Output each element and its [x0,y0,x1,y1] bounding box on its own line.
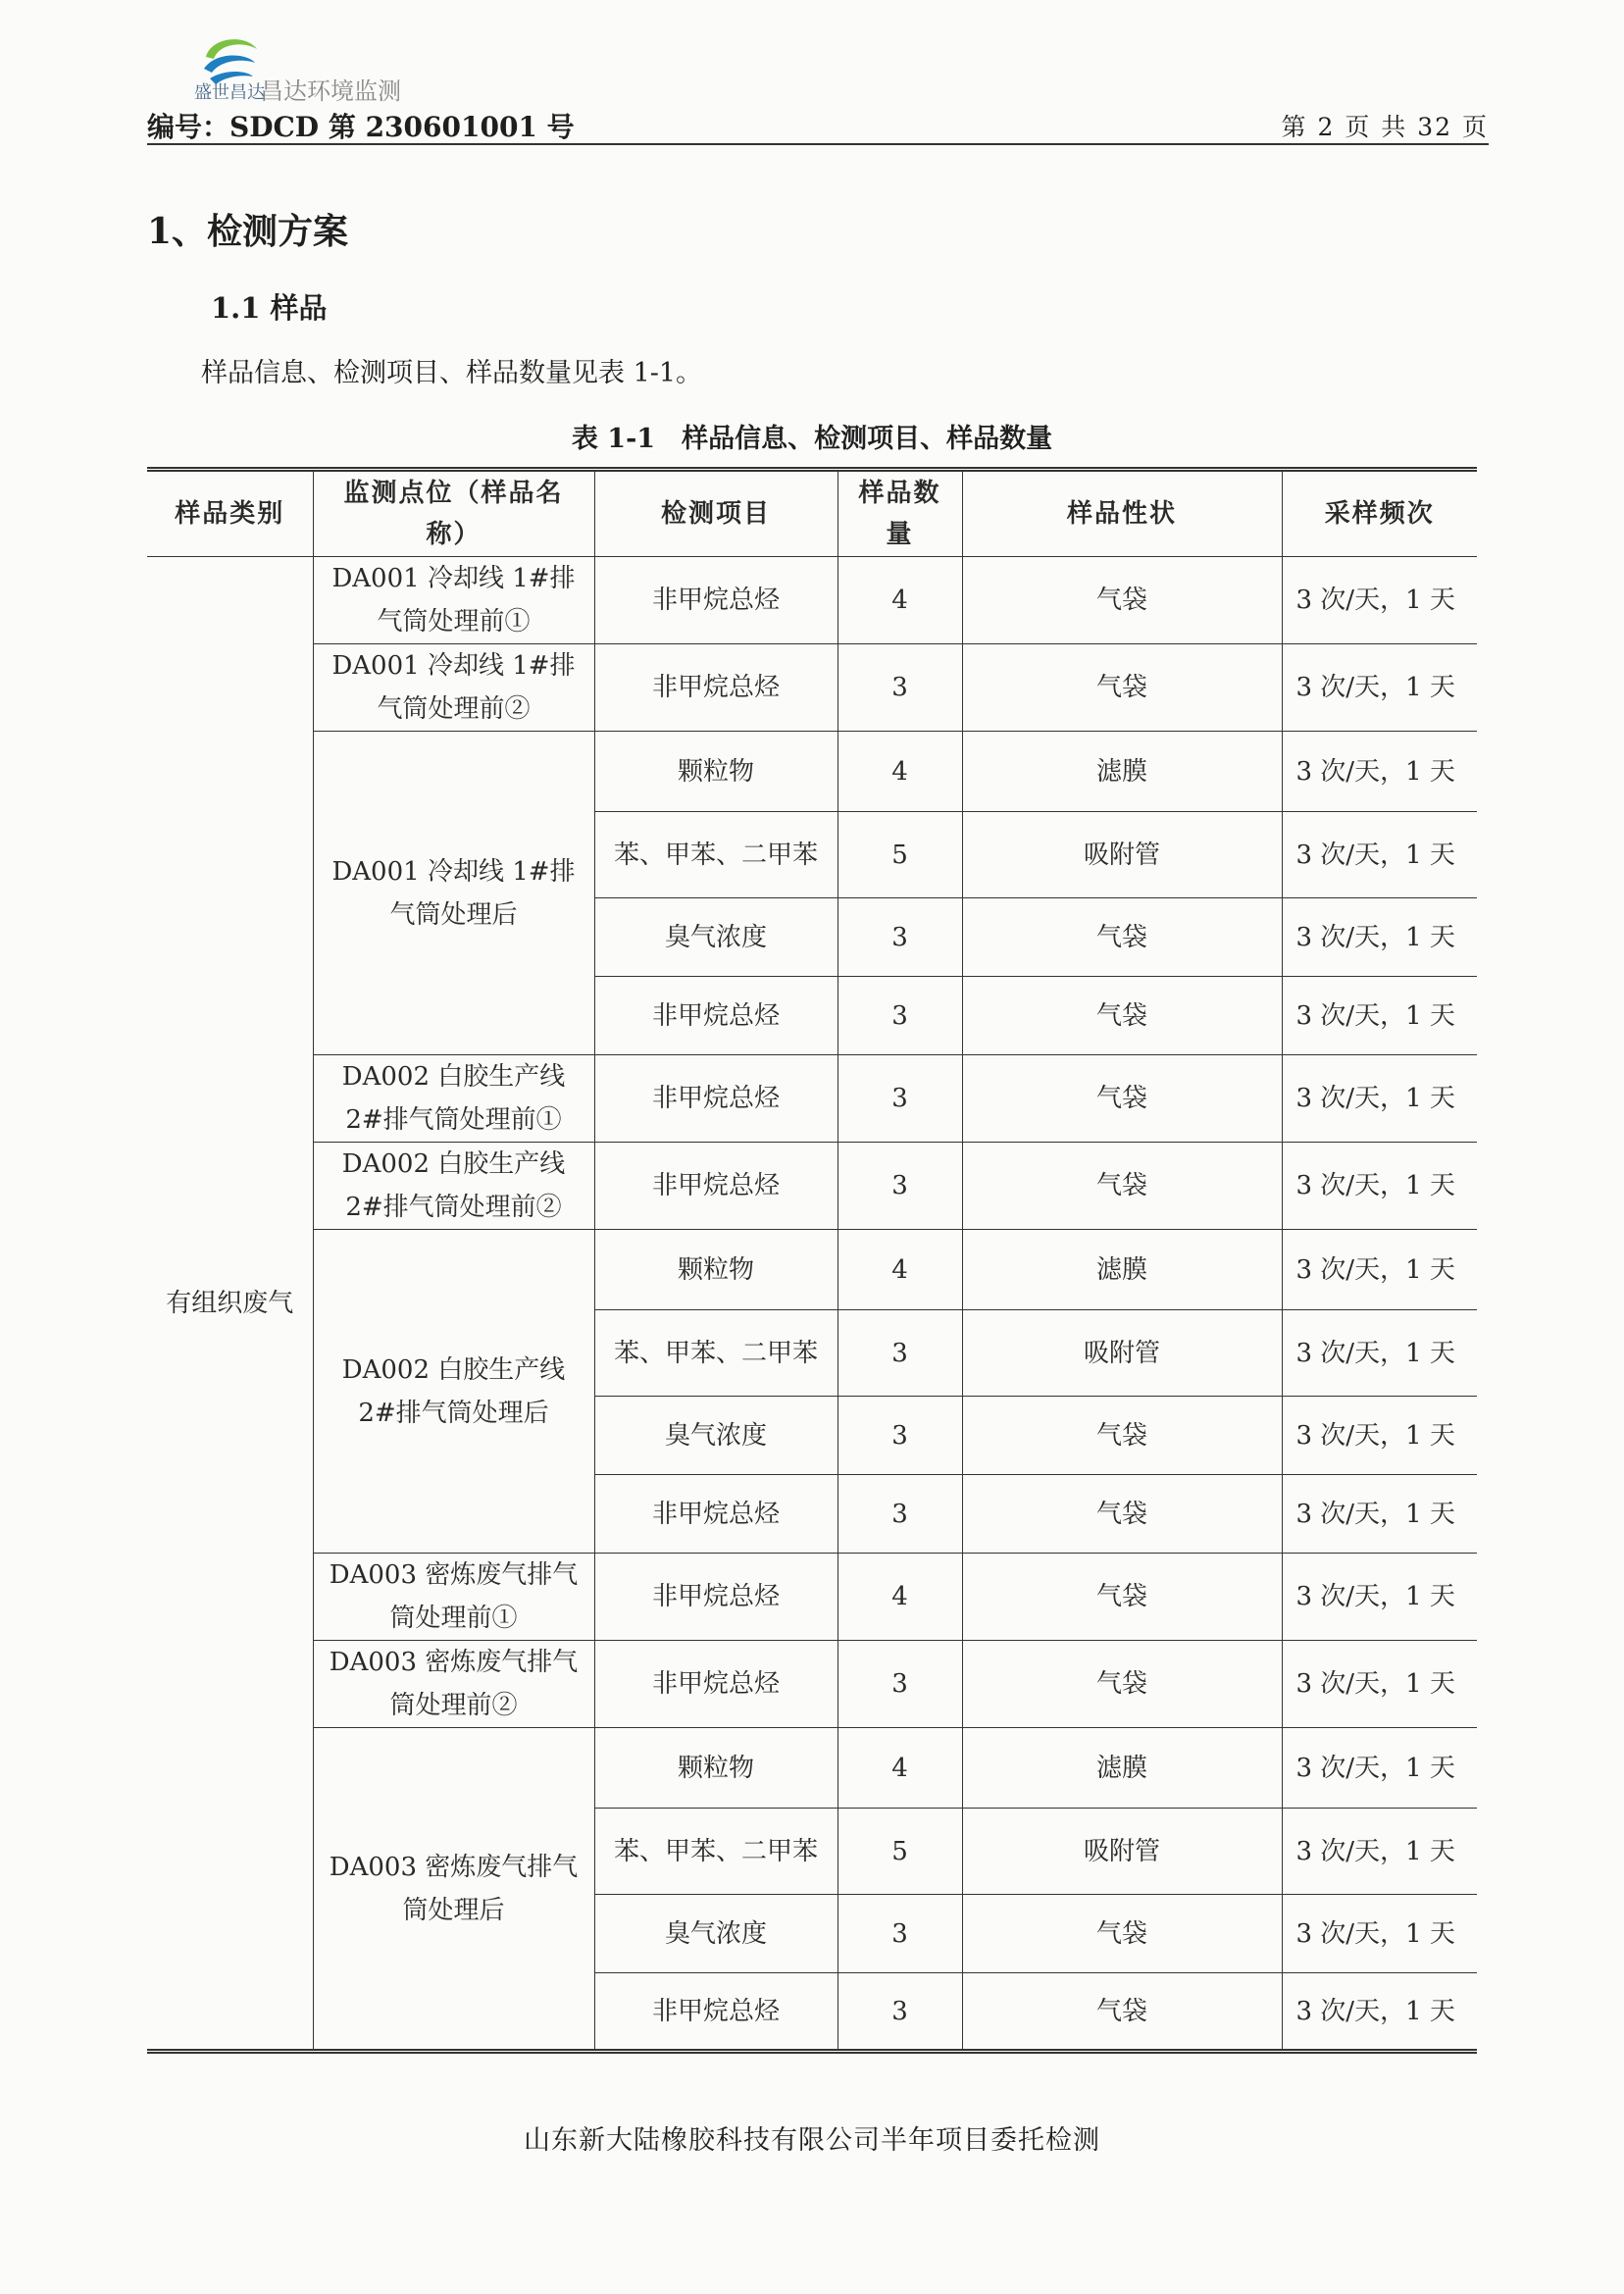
frequency-cell: 3 次/天，1 天 [1282,1143,1477,1230]
subsection-title: 1.1 样品 [211,291,328,325]
quantity-cell: 3 [837,1973,962,2052]
point-cell: DA003 密炼废气排气筒处理前② [313,1641,594,1728]
frequency-cell: 3 次/天，1 天 [1282,644,1477,732]
point-cell: DA001 冷却线 1#排气筒处理前② [313,644,594,732]
property-cell: 气袋 [962,644,1282,732]
frequency-cell: 3 次/天，1 天 [1282,1809,1477,1895]
property-cell: 滤膜 [962,1230,1282,1310]
quantity-cell: 4 [837,732,962,812]
frequency-cell: 3 次/天，1 天 [1282,1641,1477,1728]
page-number: 第 2 页 共 32 页 [1281,113,1489,141]
frequency-cell: 3 次/天，1 天 [1282,1310,1477,1397]
item-cell: 非甲烷总烃 [594,1973,837,2052]
item-cell: 非甲烷总烃 [594,557,837,644]
quantity-cell: 5 [837,1809,962,1895]
table-row [147,1728,1477,1809]
table-caption: 表 1-1 样品信息、检测项目、样品数量 [571,424,1053,454]
header-point: 监测点位（样品名称） [313,470,594,557]
table-row [147,644,1477,732]
property-cell: 气袋 [962,557,1282,644]
quantity-cell: 3 [837,898,962,977]
table-row [147,1230,1477,1310]
frequency-cell: 3 次/天，1 天 [1282,1230,1477,1310]
property-cell: 气袋 [962,1641,1282,1728]
point-cell: DA003 密炼废气排气筒处理前① [313,1554,594,1641]
item-cell: 非甲烷总烃 [594,644,837,732]
header-frequency: 采样频次 [1282,470,1477,557]
item-cell: 非甲烷总烃 [594,977,837,1055]
item-cell: 非甲烷总烃 [594,1143,837,1230]
section-title: 1、检测方案 [147,211,349,252]
item-cell: 颗粒物 [594,1230,837,1310]
frequency-cell: 3 次/天，1 天 [1282,1475,1477,1554]
table-row [147,1554,1477,1641]
frequency-cell: 3 次/天，1 天 [1282,977,1477,1055]
header-quantity: 样品数量 [837,470,962,557]
item-cell: 颗粒物 [594,732,837,812]
item-cell: 苯、甲苯、二甲苯 [594,1310,837,1397]
page-header [147,102,1489,145]
item-cell: 臭气浓度 [594,1397,837,1475]
quantity-cell: 3 [837,644,962,732]
intro-paragraph: 样品信息、检测项目、样品数量见表 1-1。 [201,358,703,388]
point-cell: DA001 冷却线 1#排气筒处理前① [313,557,594,644]
header-category: 样品类别 [147,470,313,557]
quantity-cell: 3 [837,1143,962,1230]
frequency-cell: 3 次/天，1 天 [1282,732,1477,812]
frequency-cell: 3 次/天，1 天 [1282,812,1477,898]
item-cell: 非甲烷总烃 [594,1055,837,1143]
quantity-cell: 4 [837,1554,962,1641]
property-cell: 吸附管 [962,812,1282,898]
frequency-cell: 3 次/天，1 天 [1282,1973,1477,2052]
sample-table [147,467,1477,2054]
quantity-cell: 3 [837,1895,962,1973]
property-cell: 气袋 [962,1895,1282,1973]
property-cell: 气袋 [962,1475,1282,1554]
table-row [147,732,1477,812]
property-cell: 气袋 [962,1397,1282,1475]
table-row [147,557,1477,644]
page-footer: 山东新大陆橡胶科技有限公司半年项目委托检测 [524,2125,1100,2156]
frequency-cell: 3 次/天，1 天 [1282,1895,1477,1973]
point-cell: DA002 白胶生产线 2#排气筒处理前① [313,1055,594,1143]
property-cell: 气袋 [962,977,1282,1055]
point-cell: DA003 密炼废气排气筒处理后 [313,1728,594,2052]
item-cell: 非甲烷总烃 [594,1475,837,1554]
quantity-cell: 4 [837,557,962,644]
table-row [147,1143,1477,1230]
header-property: 样品性状 [962,470,1282,557]
property-cell: 滤膜 [962,732,1282,812]
quantity-cell: 5 [837,812,962,898]
item-cell: 颗粒物 [594,1728,837,1809]
item-cell: 臭气浓度 [594,898,837,977]
item-cell: 苯、甲苯、二甲苯 [594,1809,837,1895]
frequency-cell: 3 次/天，1 天 [1282,1397,1477,1475]
property-cell: 气袋 [962,898,1282,977]
quantity-cell: 3 [837,1055,962,1143]
point-cell: DA002 白胶生产线 2#排气筒处理前② [313,1143,594,1230]
frequency-cell: 3 次/天，1 天 [1282,1055,1477,1143]
point-cell: DA001 冷却线 1#排气筒处理后 [313,732,594,1055]
quantity-cell: 3 [837,1475,962,1554]
property-cell: 滤膜 [962,1728,1282,1809]
sample-table-wrap [147,467,1477,2054]
category-cell: 有组织废气 [147,557,313,2052]
property-cell: 吸附管 [962,1310,1282,1397]
property-cell: 气袋 [962,1055,1282,1143]
property-cell: 气袋 [962,1143,1282,1230]
logo-brand: 昌达环境监测 [260,77,401,105]
table-row [147,1055,1477,1143]
quantity-cell: 3 [837,1310,962,1397]
property-cell: 气袋 [962,1973,1282,2052]
item-cell: 苯、甲苯、二甲苯 [594,812,837,898]
frequency-cell: 3 次/天，1 天 [1282,1728,1477,1809]
item-cell: 臭气浓度 [594,1895,837,1973]
quantity-cell: 4 [837,1728,962,1809]
property-cell: 吸附管 [962,1809,1282,1895]
quantity-cell: 3 [837,977,962,1055]
logo-subtitle: 盛世昌达 [194,82,265,103]
quantity-cell: 4 [837,1230,962,1310]
frequency-cell: 3 次/天，1 天 [1282,1554,1477,1641]
frequency-cell: 3 次/天，1 天 [1282,557,1477,644]
quantity-cell: 3 [837,1397,962,1475]
table-header-row [147,470,1477,557]
document-number: 编号：SDCD 第 230601001 号 [147,111,575,143]
header-item: 检测项目 [594,470,837,557]
quantity-cell: 3 [837,1641,962,1728]
table-row [147,1641,1477,1728]
item-cell: 非甲烷总烃 [594,1641,837,1728]
point-cell: DA002 白胶生产线 2#排气筒处理后 [313,1230,594,1554]
item-cell: 非甲烷总烃 [594,1554,837,1641]
property-cell: 气袋 [962,1554,1282,1641]
frequency-cell: 3 次/天，1 天 [1282,898,1477,977]
